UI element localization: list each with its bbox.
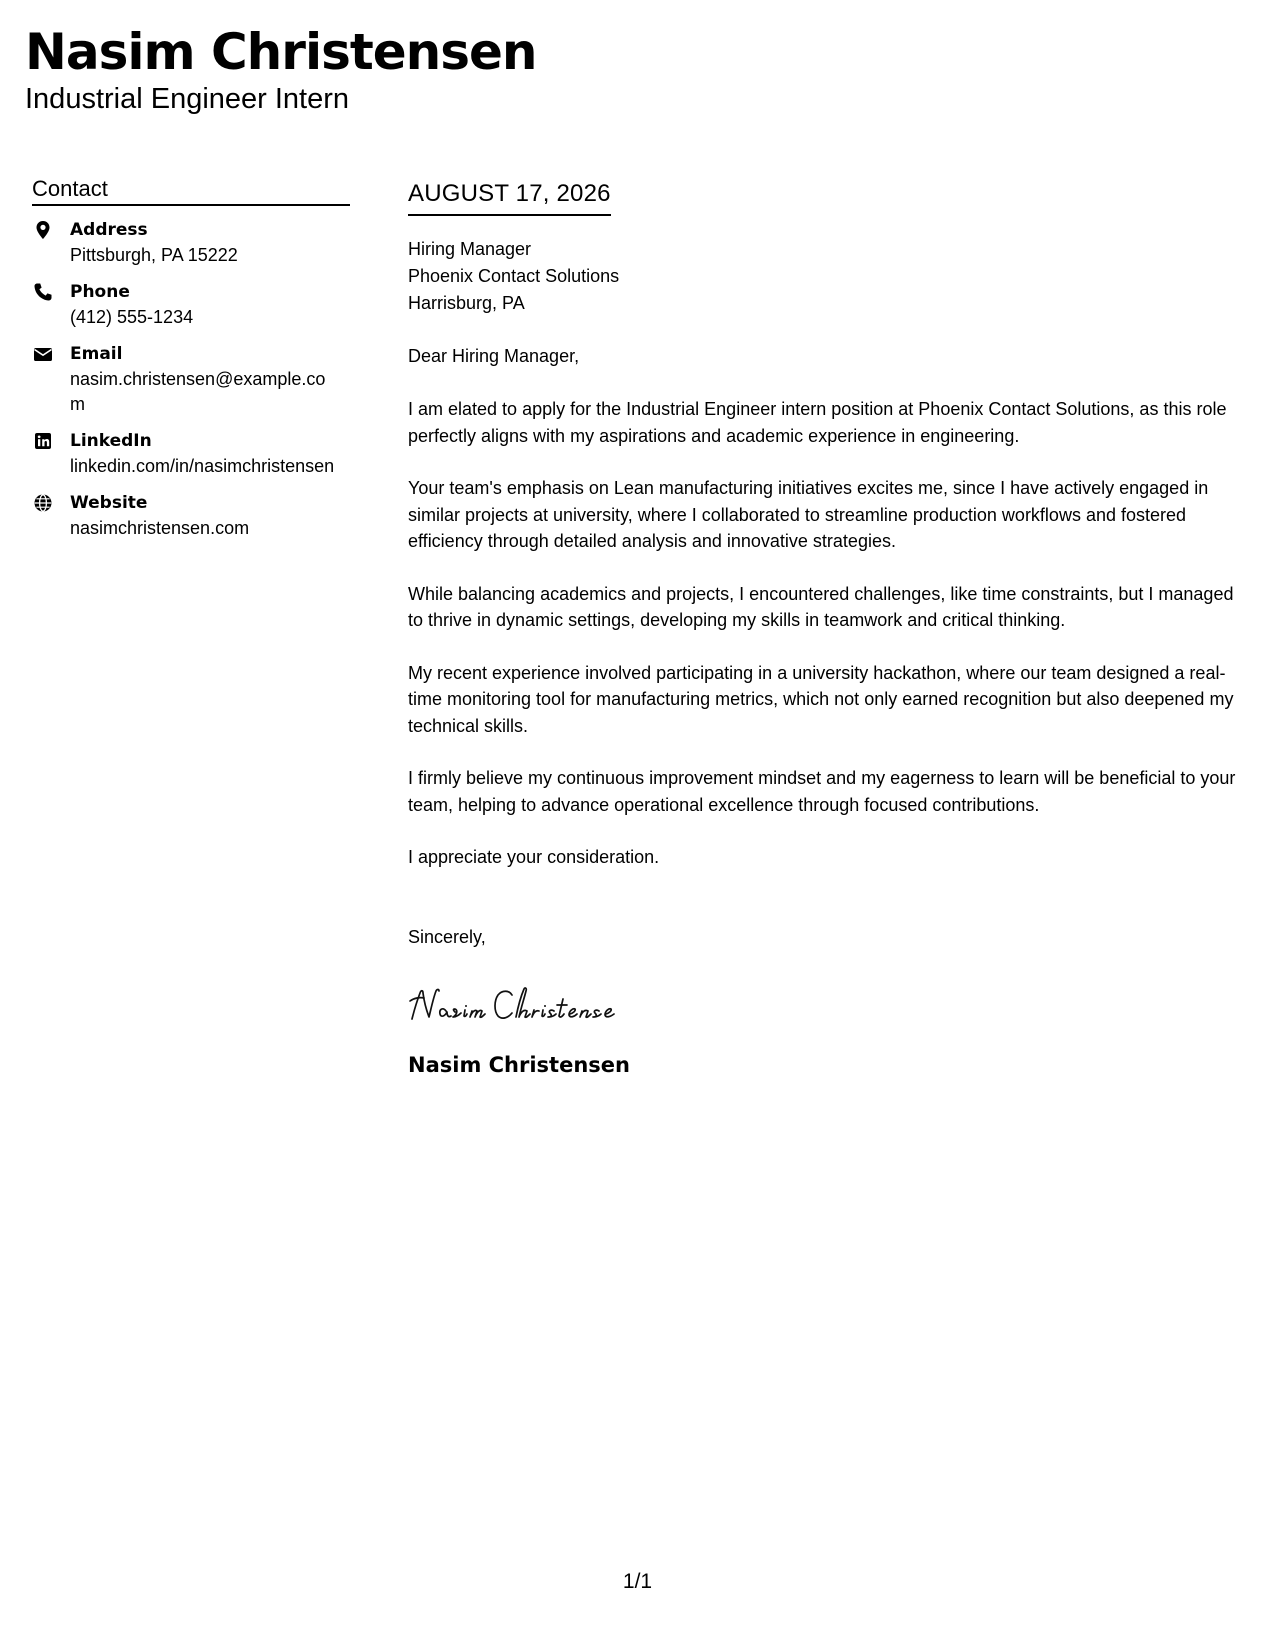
- contact-label: Address: [70, 220, 148, 240]
- letter-paragraph: I firmly believe my continuous improvement mindset and my eagerness to learn will be beneficial to your team, helping to advance operational excellence through focused contributions.: [408, 768, 1236, 815]
- contact-item-email: [32, 342, 350, 417]
- recipient-name: Hiring Manager: [408, 239, 532, 259]
- contact-item-phone: [32, 280, 350, 330]
- contact-label: Website: [70, 493, 148, 513]
- date-block: [408, 178, 611, 216]
- phone-value: (412) 555-1234: [70, 307, 194, 327]
- signature: [408, 981, 666, 1029]
- letter-paragraph: While balancing academics and projects, I encountered challenges, like time constraints, but I managed to thrive in dynamic settings, developing my skills in teamwork and critical thinking.: [408, 583, 1234, 630]
- contact-label: Phone: [70, 282, 130, 302]
- recipient-location: Harrisburg, PA: [408, 293, 525, 313]
- map-pin-icon: [33, 220, 53, 240]
- website-value: nasimchristensen.com: [70, 518, 250, 538]
- letter-paragraph: I appreciate your consideration.: [408, 847, 660, 867]
- recipient-company: Phoenix Contact Solutions: [408, 266, 620, 286]
- page-number: 1/1: [622, 1570, 653, 1593]
- letter-paragraph: Your team's emphasis on Lean manufacturing initiatives excites me, since I have actively engaged in similar projects at university, where I collaborated to streamline production workflows and fostered efficiency through detailed analysis and innovative strategies.: [408, 478, 1209, 551]
- signature-image: [408, 981, 666, 1029]
- email-value: nasim.christensen@example.com: [70, 369, 326, 414]
- contact-sidebar: [32, 175, 350, 553]
- letter-date: AUGUST 17, 2026: [408, 180, 611, 207]
- contact-label: Email: [70, 344, 123, 364]
- globe-icon: [33, 493, 53, 513]
- salutation: Dear Hiring Manager,: [408, 346, 580, 366]
- recipient-block: [408, 236, 1243, 317]
- contact-item-address: [32, 218, 350, 268]
- applicant-title: Industrial Engineer Intern: [25, 83, 350, 115]
- contact-item-linkedin: [32, 429, 350, 479]
- contact-label: LinkedIn: [70, 431, 152, 451]
- letter-paragraph: I am elated to apply for the Industrial Engineer intern position at Phoenix Contact Solutions, as this role perfectly aligns with my aspirations and academic experience in engineering.: [408, 399, 1227, 446]
- letter-paragraph: My recent experience involved participating in a university hackathon, where our team designed a real-time monitoring tool for manufacturing metrics, which not only earned recognition but also deepened my technical skills.: [408, 662, 1234, 736]
- contact-heading: Contact: [32, 175, 350, 206]
- envelope-icon: [33, 344, 53, 364]
- linkedin-icon: [33, 431, 53, 451]
- linkedin-value: linkedin.com/in/nasimchristensen: [70, 456, 335, 476]
- phone-icon: [33, 282, 53, 302]
- applicant-name: Nasim Christensen: [25, 23, 537, 81]
- signed-name: Nasim Christensen: [408, 1052, 630, 1077]
- contact-item-website: [32, 491, 350, 541]
- address-value: Pittsburgh, PA 15222: [70, 245, 238, 265]
- letter-body: [408, 178, 1243, 1079]
- closing: Sincerely,: [408, 926, 486, 947]
